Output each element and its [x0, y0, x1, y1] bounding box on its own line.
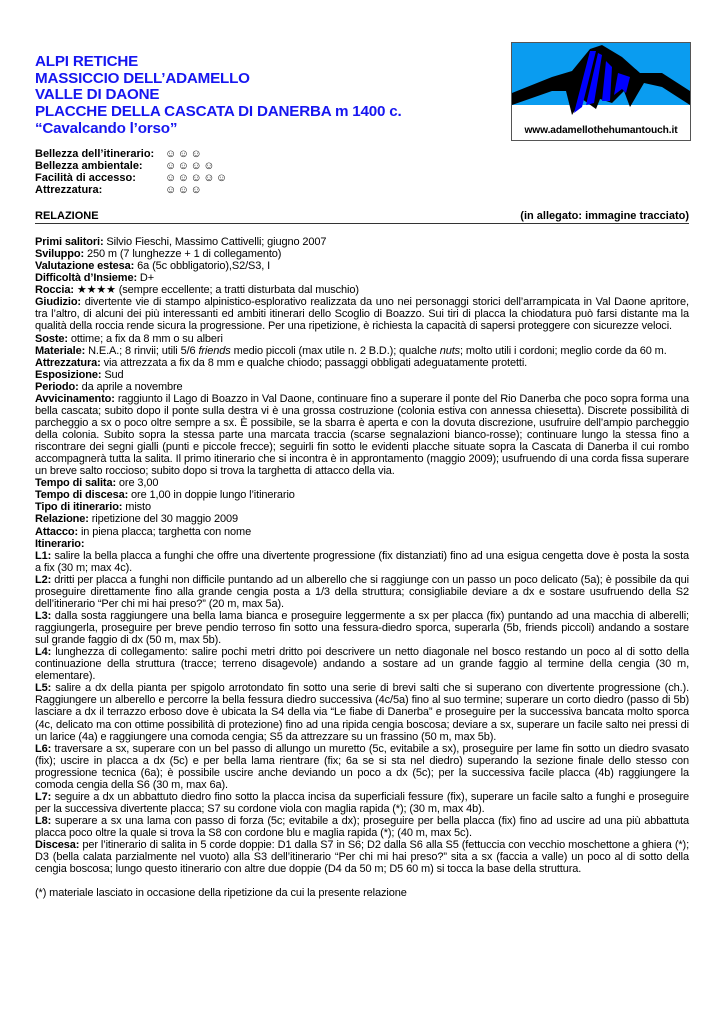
field-paragraph — [35, 646, 689, 682]
smiley-icon: ☺☺☺ — [165, 148, 204, 160]
field-text: ottime; a fix da 8 mm o su alberi — [67, 332, 223, 345]
field-label: Tipo di itinerario: — [35, 501, 123, 514]
smiley-icon: ☺☺☺ — [165, 184, 204, 196]
field-paragraph — [35, 610, 689, 646]
field-text: salire a dx della pianta per spigolo arrotondato fin sotto una serie di brevi salti che si superano con divertente progressione (ch.). Raggiungere un alberello e percorre la bella fessura diedro successiva (4c/5a) fino al suo termine; superare un corto diedro (passo di 5b) lasciare a dx il terrazzo erboso dove è ubicata la S4 della via “Le fiabe di Danerba” e proseguire per la successiva bancata molto sporca (4c, delicato ma con ottime possibilità di protezione) fino ad una ripida cengia boscosa; deviare a sx, superare un facile salto nei pressi di un larice (4a) e raggiungere una comoda cengia; S5 da attrezzare su un frassino (50 m, max 5b). — [35, 682, 689, 743]
field-text: misto — [122, 501, 151, 514]
field-paragraph — [35, 682, 689, 742]
field-paragraph — [35, 284, 689, 296]
field-paragraph — [35, 296, 689, 332]
field-label: L3: — [35, 609, 52, 622]
field-paragraph — [35, 550, 689, 574]
field-paragraph — [35, 248, 689, 260]
title-line-crag: PLACCHE DELLA CASCATA DI DANERBA m 1400 c. — [35, 103, 402, 121]
field-label: Esposizione: — [35, 368, 102, 381]
field-text: lunghezza di collegamento: salire pochi metri dritto poi descrivere un netto diagonale nel bosco restando un poco al di sotto della continuazione della struttura (tracce; terreno disagevole) andando a sostare ad un grande faggio al termine della cengia (30 m, elementare). — [35, 646, 689, 683]
field-label: Tempo di salita: — [35, 477, 116, 490]
field-text: da aprile a novembre — [78, 380, 183, 393]
field-paragraph — [35, 477, 689, 489]
field-text: dritti per placca a funghi non difficile puntando ad un alberello che si raggiunge con un passo un poco delicato (5a); è possibile da qui proseguire direttamente fino alla grande cengia posta a 1/3 della struttura; consigliabile deviare a dx e sostare usufruendo della S2 dell’itinerario “Per chi mi hai preso?” (20 m, max 5a). — [35, 573, 689, 610]
field-paragraph — [35, 357, 689, 369]
field-label: Giudizio: — [35, 296, 81, 309]
field-label: L1: — [35, 549, 52, 562]
field-label: Tempo di discesa: — [35, 489, 129, 502]
field-text: Silvio Fieschi, Massimo Cattivelli; giugno 2007 — [103, 236, 327, 248]
rating-label: Facilità di accesso: — [35, 172, 136, 184]
field-paragraph — [35, 538, 689, 550]
field-text: superare a sx una lama con passo di forza (5c; evitabile a dx); proseguire per bella placca (fix) fino ad uscire ad una più abbattuta placca poco oltre la quale si trova la S8 con cordone blu e maglia rapida (*); (40 m, max 5c). — [35, 815, 689, 840]
field-label: Relazione: — [35, 513, 89, 526]
field-label: Difficoltà d’Insieme: — [35, 272, 137, 285]
route-title — [35, 54, 402, 138]
field-label: L5: — [35, 682, 52, 695]
field-label: Attacco: — [35, 525, 79, 538]
smiley-icon: ☺☺☺☺ — [165, 160, 216, 172]
field-text: ★★★★ (sempre eccellente; a tratti disturbata dal muschio) — [73, 284, 359, 297]
rating-row — [35, 148, 229, 160]
attachment-note: (in allegato: immagine tracciato) — [520, 210, 689, 222]
smiley-icon: ☺☺☺☺☺ — [165, 172, 229, 184]
field-paragraph — [35, 743, 689, 791]
field-text: divertente vie di stampo alpinistico-esplorativo realizzata da uno nei personaggi storici dell’arrampicata in Val Daone apritore, tra l’altro, di alcuni dei più interessanti ed ambiti itinerari dello Scoglio di Boazzo. Sui tiri di placca la chiodatura può farsi distante ma la qualità della roccia rende sicura la progressione. Per una ripetizione, è richiesta la capacità di sapersi proteggere con sicurezze veloci. — [35, 296, 689, 333]
logo-url: www.adamellothehumantouch.it — [524, 125, 678, 136]
rating-row — [35, 172, 229, 184]
field-text: dalla sosta raggiungere una bella lama bianca e proseguire leggermente a sx per placca (fix) puntando ad una macchia di alberelli; raggiungerla, proseguire per breve pendio terroso fin sotto una fessura-diedro sporca, superarla (5b, friends piccoli) andando a sostare sul grande faggio di dx (50 m, max 5b). — [35, 609, 689, 647]
field-label: Attrezzatura: — [35, 356, 101, 369]
field-label: L6: — [35, 742, 52, 755]
field-text: ; molto utili i cordoni; meglio corde da 60 m. — [460, 344, 667, 357]
field-text: raggiunto il Lago di Boazzo in Val Daone, continuare fino a superare il ponte del Rio Danerba che poco sopra forma una bella cascata; subito dopo il ponte sulla destra vi è una grossa costruzione (colonia estiva con annessa chiesetta). Discrete possibilità di parcheggio a sx o poco oltre sempre a sx. È possibile, se la sbarra è aperta e con la dovuta discrezione, usufruire dell’ampio parcheggio della colonia. Subito sopra la stessa parte una marcata traccia (scarse segnalazioni bianco-rosse); continuare lungo la stessa fino a riscontrare dei segni gialli (punti e piccole frecce); seguirli fin sotto le evidenti placche situate sopra la Cascata di Danerba il cui rombo accompagnerà tutta la salita. Il primo itinerario che si incontra è in approntamento (maggio 2009); usufruendo di una corda fissa superare un breve salto roccioso; subito dopo si trova la targhetta di attacco della via. — [35, 392, 689, 478]
field-label: Avvicinamento: — [35, 392, 115, 405]
field-paragraph — [35, 333, 689, 345]
title-line-valley: VALLE DI DAONE — [35, 86, 160, 104]
field-text: friends — [198, 344, 231, 357]
field-text: seguire a dx un abbattuto diedro fino sotto la placca incisa da superficiali fessure (fix), superare un facile salto a funghi e proseguire per la successiva divertente placca; S7 su cordone viola con maglia rapida (*); (30 m, max 4b). — [35, 790, 689, 815]
field-text: traversare a sx, superare con un bel passo di allungo un muretto (5c, evitabile a sx), proseguire per lame fin sotto un diedro svasato (fix); uscire in placca a dx (5c) e per bella lama rientrare (fix; 6a se si sta nel diedro) superando la sezione finale dello stesso con progressione tecnica (6a); è possibile uscire anche deviando un poco a dx (5c); per la successiva facile placca (4b) raggiungere la comoda cengia della S6 (30 m, max 6a). — [35, 742, 689, 791]
relazione-heading: RELAZIONE — [35, 210, 99, 222]
field-text: in piena placca; targhetta con nome — [78, 525, 252, 538]
rating-row — [35, 184, 229, 196]
field-text: N.E.A.; 8 rinvii; utili 5/6 — [85, 344, 199, 357]
field-text: 250 m (7 lunghezze + 1 di collegamento) — [84, 248, 282, 261]
field-paragraph — [35, 513, 689, 525]
field-label: Sviluppo: — [35, 248, 85, 261]
field-label: Itinerario: — [35, 537, 85, 550]
field-label: L8: — [35, 815, 52, 827]
field-text: D+ — [137, 272, 155, 285]
field-paragraph — [35, 393, 689, 477]
site-logo — [511, 42, 691, 141]
field-label: Roccia: — [35, 284, 74, 297]
field-paragraph — [35, 489, 689, 501]
field-label: Discesa: — [35, 839, 80, 852]
field-label: Periodo: — [35, 380, 79, 393]
field-label: L7: — [35, 790, 52, 803]
field-text: Sud — [101, 368, 124, 381]
field-paragraph — [35, 236, 689, 248]
relazione-header — [35, 210, 689, 224]
field-text: ore 1,00 in doppie lungo l’itinerario — [128, 489, 295, 502]
field-text: nuts — [439, 344, 461, 357]
title-line-region: ALPI RETICHE — [35, 53, 139, 70]
field-text: medio piccoli (max utile n. 2 B.D.); qualche — [230, 344, 440, 357]
ratings-block — [35, 148, 229, 196]
field-text: salire la bella placca a funghi che offre una divertente progressione (fix distanziati) fino ad una esigua cengetta dove è posta la sosta a fix (30 m; max 4c). — [35, 549, 689, 574]
field-label: L4: — [35, 646, 52, 659]
field-paragraph — [35, 526, 689, 538]
rating-label: Bellezza dell’itinerario: — [35, 148, 155, 160]
field-paragraph — [35, 815, 689, 839]
field-paragraph — [35, 839, 689, 875]
field-text: via attrezzata a fix da 8 mm e qualche chiodo; passaggi obbligati adeguatamente protetti. — [100, 356, 528, 369]
field-label: Primi salitori: — [35, 236, 104, 248]
field-paragraph — [35, 345, 689, 357]
field-paragraph — [35, 574, 689, 610]
field-label: L2: — [35, 573, 52, 586]
field-text: 6a (5c obbligatorio),S2/S3, I — [134, 260, 271, 273]
title-line-route-name: “Cavalcando l’orso” — [35, 119, 178, 137]
title-line-massif: MASSICCIO DELL’ADAMELLO — [35, 69, 250, 87]
field-text: ore 3,00 — [116, 477, 159, 490]
field-paragraph — [35, 381, 689, 393]
rating-label: Attrezzatura: — [35, 184, 103, 196]
field-label: Soste: — [35, 332, 68, 345]
route-description — [35, 236, 689, 899]
field-paragraph — [35, 272, 689, 284]
field-label: Materiale: — [35, 344, 86, 357]
field-paragraph — [35, 260, 689, 272]
field-text: per l’itinerario di salita in 5 corde doppie: D1 dalla S7 in S6; D2 dalla S6 alla S5 (fettuccia con vecchio moschettone a ghiera (*); D3 (bella calata parzialmente nel vuoto) alla S3 dell’itinerario “Per chi mi hai preso?” sita a sx (faccia a valle) un poco al di sotto della cengia boscosa; lungo questo itinerario con altre due doppie (D4 da 50 m; D5 60 m) si tocca la base della struttura. — [35, 839, 689, 876]
field-text: ripetizione del 30 maggio 2009 — [88, 513, 238, 526]
field-paragraph — [35, 369, 689, 381]
field-paragraph — [35, 501, 689, 513]
rating-row — [35, 160, 229, 172]
footnote: (*) materiale lasciato in occasione della ripetizione da cui la presente relazione — [35, 887, 407, 900]
field-label: Valutazione estesa: — [35, 260, 135, 273]
rating-label: Bellezza ambientale: — [35, 160, 143, 172]
field-paragraph — [35, 791, 689, 815]
